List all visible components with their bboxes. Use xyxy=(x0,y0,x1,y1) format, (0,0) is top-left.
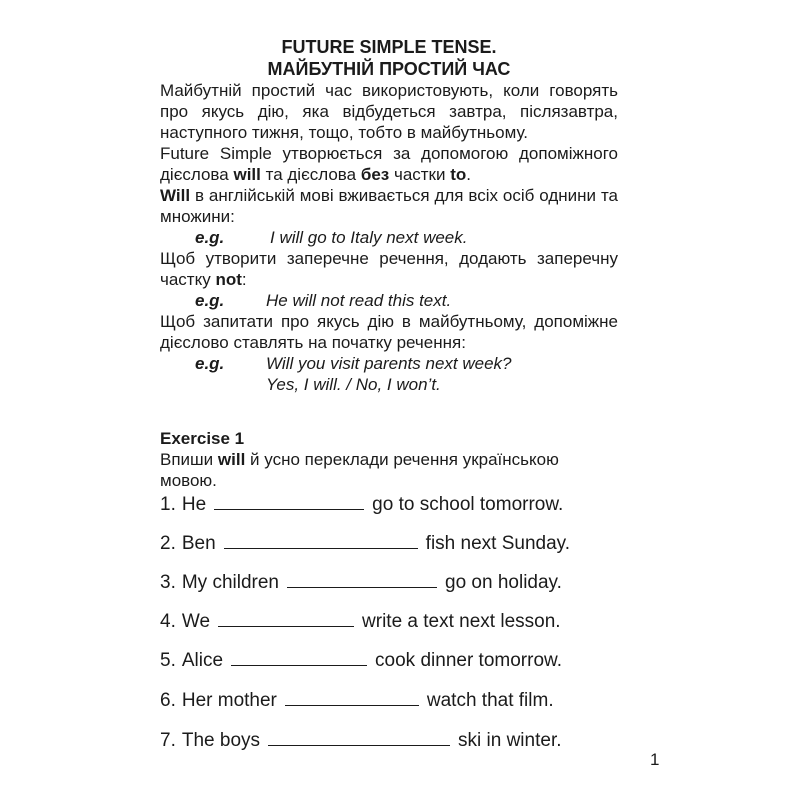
exercise-sentence xyxy=(160,490,618,520)
sentence-end: watch that film. xyxy=(426,690,554,711)
example-3-answer xyxy=(160,374,618,395)
text-segment: та дієслова xyxy=(260,165,361,184)
example-label: e.g. xyxy=(195,228,225,247)
example-label: e.g. xyxy=(195,354,225,373)
example-text: He will not read this text. xyxy=(266,291,452,310)
bold-term: to xyxy=(450,165,467,184)
sentence-start: My children xyxy=(181,572,280,593)
exercise-sentence xyxy=(160,529,618,559)
sentence-start: Her mother xyxy=(181,690,277,711)
sentence-end: fish next Sunday. xyxy=(425,533,571,554)
exercise-sentence xyxy=(160,607,618,637)
answer-blank[interactable] xyxy=(268,726,450,746)
text-segment: частки xyxy=(389,165,451,184)
intro-paragraph-3 xyxy=(160,185,618,227)
page-content xyxy=(160,36,618,491)
intro-paragraph-5: Щоб запитати про якусь дію в майбутньому, допоміжне дієслово ставлять на початку речення: xyxy=(160,312,618,352)
bold-term: not xyxy=(215,270,242,289)
example-2 xyxy=(160,290,618,311)
text-segment: . xyxy=(466,165,471,184)
sentence-number: 5. xyxy=(160,650,176,671)
sentence-end: go to school tomorrow. xyxy=(372,494,564,515)
bold-term: will xyxy=(233,165,261,184)
exercise-sentence xyxy=(160,686,618,716)
intro-paragraph-1: Майбутній простий час використовують, коли говорять про якусь дію, яка відбудеться завтра, післязавтра, наступного тижня, тощо, тобто в майбутньому. xyxy=(160,81,618,142)
sentence-start: Ben xyxy=(181,533,216,554)
sentence-end: write a text next lesson. xyxy=(362,611,561,632)
page-title xyxy=(160,36,618,80)
example-1 xyxy=(160,227,618,248)
text-segment: в англійській мові вживається для всіх осіб однини та множини: xyxy=(160,186,618,226)
text-segment: Впиши xyxy=(160,450,218,469)
bold-term: без xyxy=(360,165,390,184)
sentence-number: 6. xyxy=(160,690,176,711)
sentence-number: 7. xyxy=(160,730,176,751)
exercise-sentence xyxy=(160,726,618,756)
answer-blank[interactable] xyxy=(287,568,437,588)
answer-blank[interactable] xyxy=(224,529,418,549)
answer-blank[interactable] xyxy=(214,490,364,510)
sentence-end: go on holiday. xyxy=(445,572,562,593)
example-text: I will go to Italy next week. xyxy=(270,228,468,247)
title-english: FUTURE SIMPLE TENSE. xyxy=(281,37,497,57)
text-segment: : xyxy=(241,270,247,289)
sentence-start: The boys xyxy=(181,730,261,751)
sentence-end: cook dinner tomorrow. xyxy=(375,650,562,671)
text-segment: Щоб утворити заперечне речення, додають заперечну частку xyxy=(160,249,618,289)
example-label: e.g. xyxy=(195,291,225,310)
answer-blank[interactable] xyxy=(285,686,419,706)
exercise-heading: Exercise 1 xyxy=(160,429,245,448)
example-answer: Yes, I will. / No, I won’t. xyxy=(266,375,441,394)
exercise-sentence xyxy=(160,568,618,598)
sentence-start: Alice xyxy=(181,650,224,671)
sentence-number: 1. xyxy=(160,494,176,515)
text-segment: Future Simple утворюється за допомогою допоміжного дієслова xyxy=(160,144,618,184)
title-ukrainian: МАЙБУТНІЙ ПРОСТИЙ ЧАС xyxy=(267,59,511,79)
answer-blank[interactable] xyxy=(218,607,354,627)
sentence-number: 2. xyxy=(160,533,176,554)
bold-term: Will xyxy=(160,186,191,205)
example-3 xyxy=(160,353,618,374)
intro-paragraph-2 xyxy=(160,143,618,185)
bold-term: will xyxy=(217,450,246,469)
sentence-start: He xyxy=(181,494,207,515)
intro-paragraph-4 xyxy=(160,248,618,290)
page-number: 1 xyxy=(650,750,660,769)
sentence-end: ski in winter. xyxy=(458,730,562,751)
answer-blank[interactable] xyxy=(231,646,367,666)
exercise-sentence xyxy=(160,646,618,676)
sentence-start: We xyxy=(181,611,211,632)
exercise-instructions xyxy=(160,449,618,491)
text-segment: й усно переклади речення українською мовою. xyxy=(160,450,559,490)
sentence-number: 3. xyxy=(160,572,176,593)
sentence-number: 4. xyxy=(160,611,176,632)
example-question: Will you visit parents next week? xyxy=(266,354,512,373)
